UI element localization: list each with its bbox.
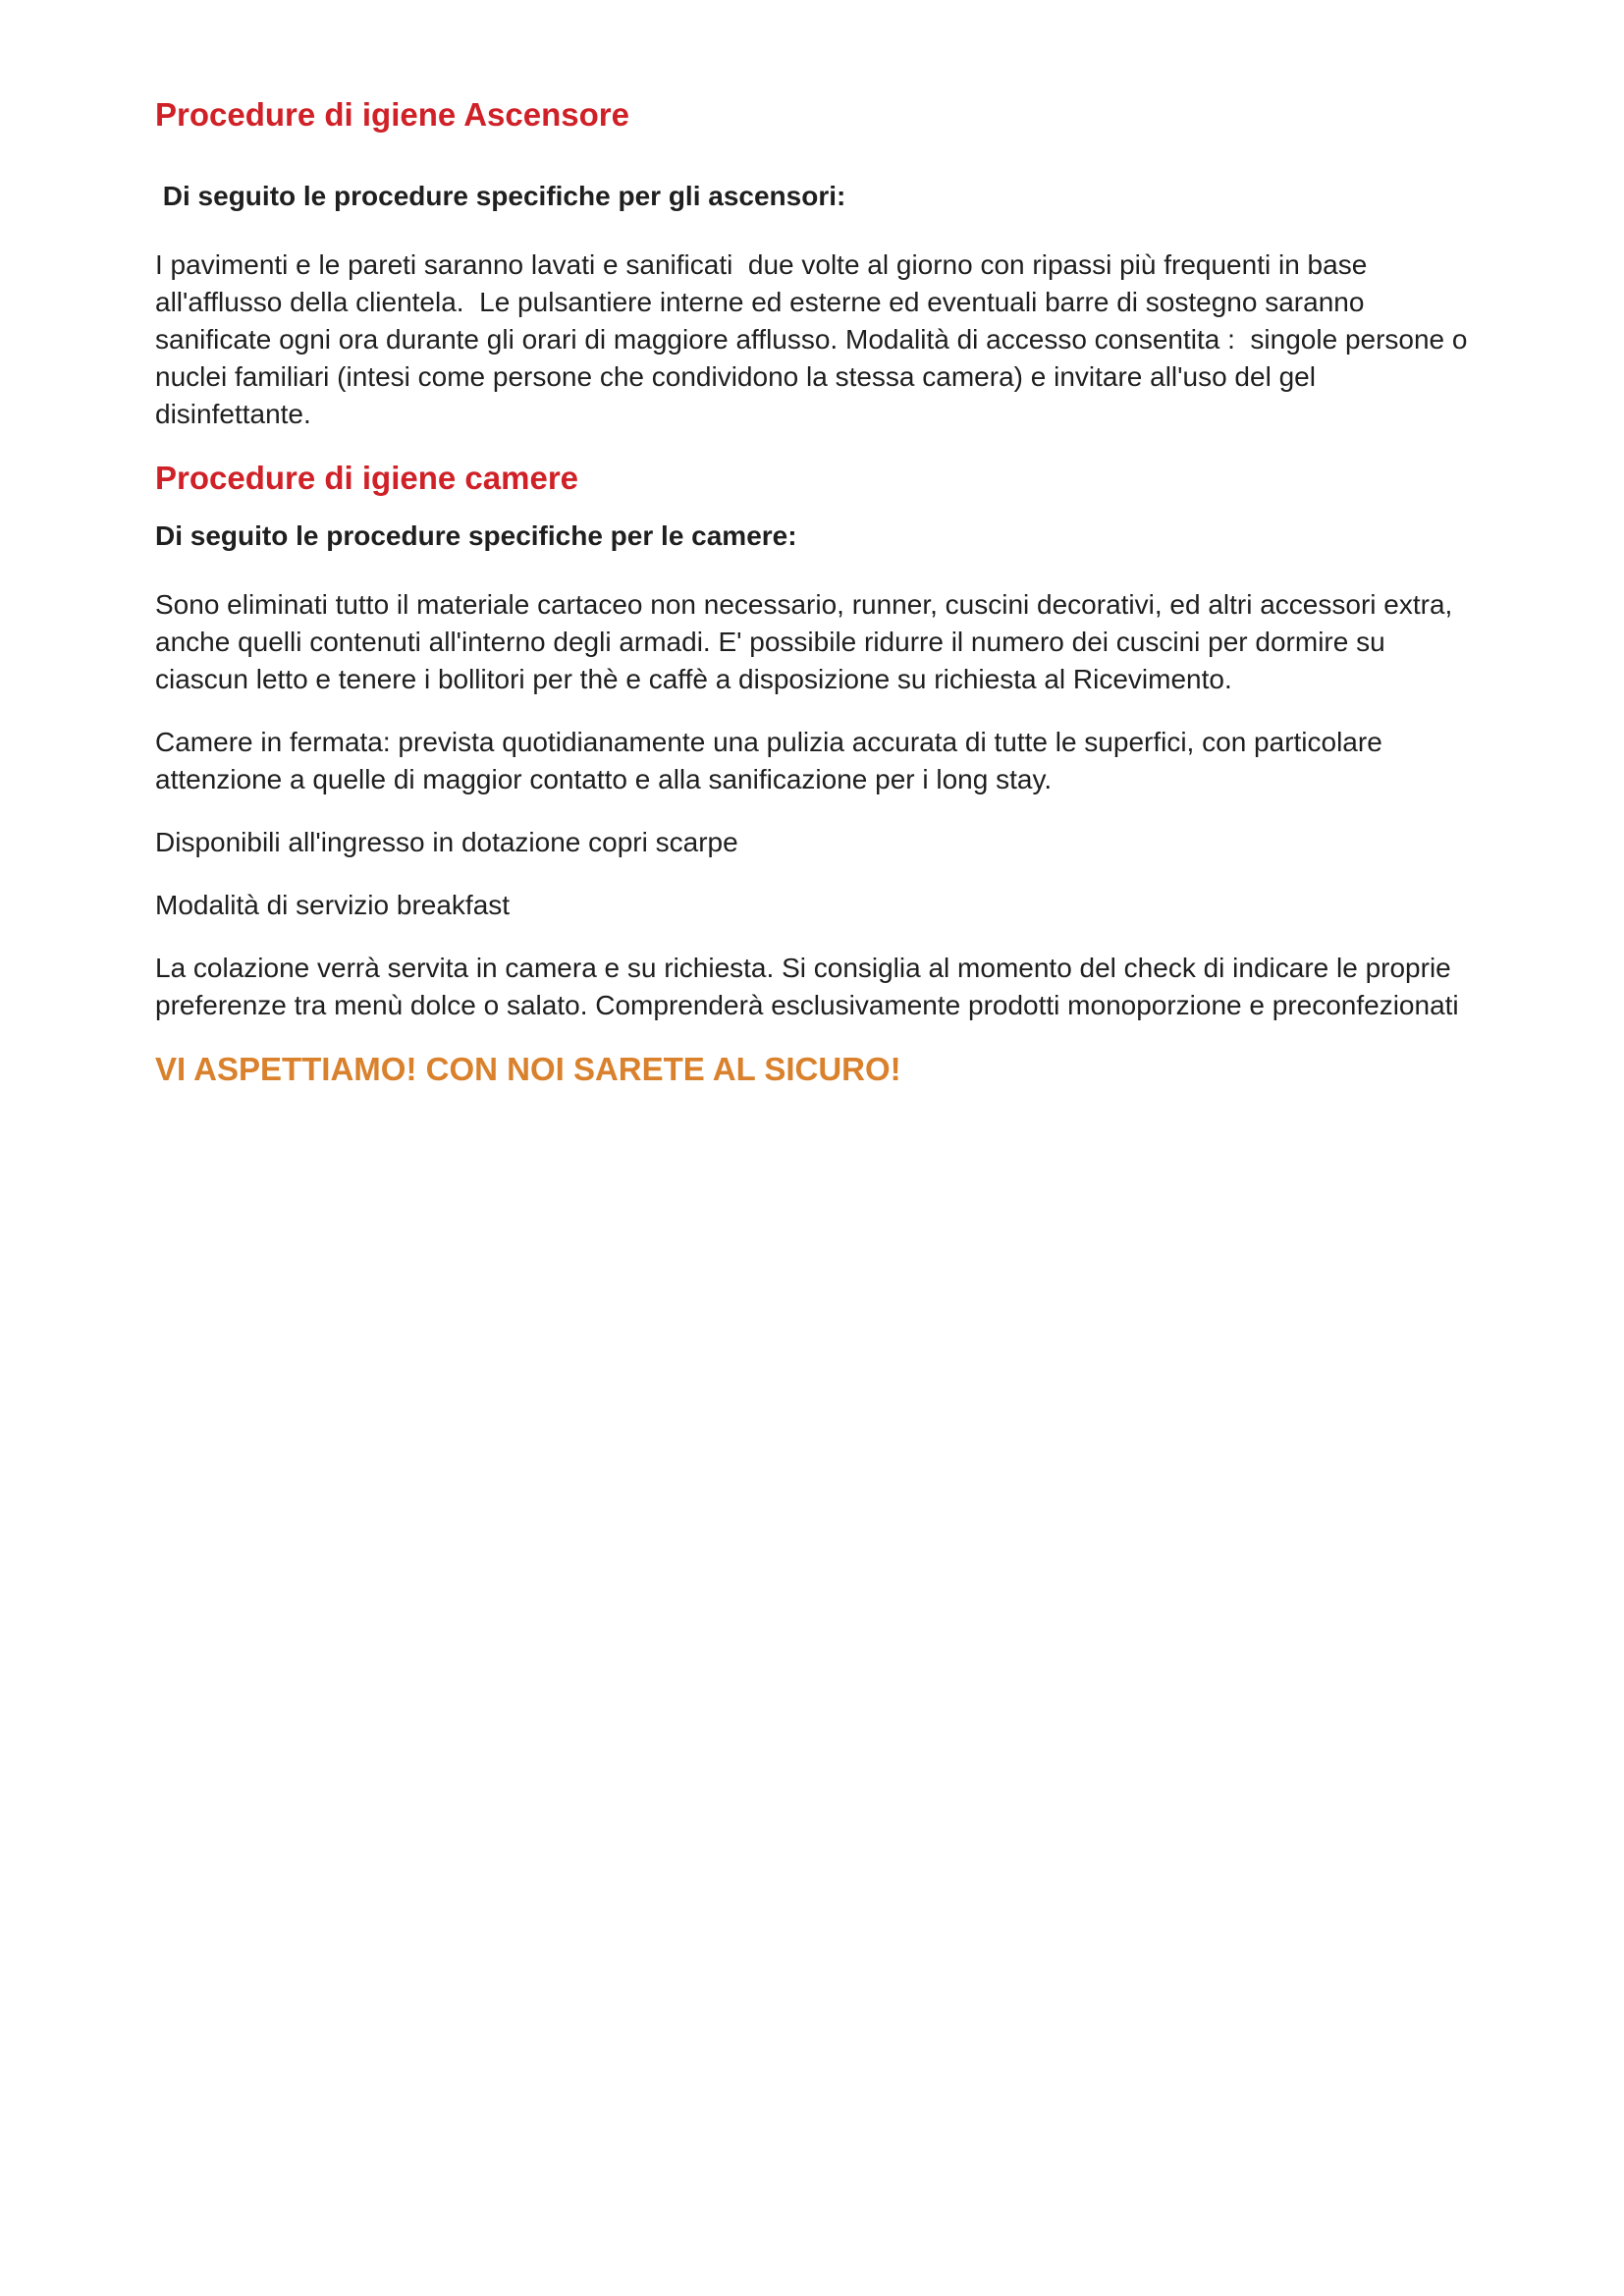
line-copri-scarpe: Disponibili all'ingresso in dotazione copri scarpe <box>155 827 738 857</box>
intro-line-ascensori: Di seguito le procedure specifiche per gli ascensori: <box>155 181 846 211</box>
paragraph-servizio-colazione: La colazione verrà servita in camera e su richiesta. Si consiglia al momento del check di indicare le proprie preferenze tra menù dolce o salato. Comprenderà esclusivamente prodotti monoporzione e preconfezionati <box>155 953 1459 1020</box>
paragraph-camere-in-fermata: Camere in fermata: prevista quotidianamente una pulizia accurata di tutte le superfici, con particolare attenzione a quelle di maggior contatto e alla sanificazione per i long stay. <box>155 727 1390 794</box>
paragraph-ascensori-procedure: I pavimenti e le pareti saranno lavati e sanificati due volte al giorno con ripassi più frequenti in base all'afflusso della clientela. Le pulsantiere interne ed esterne ed eventuali barre di sostegno saranno sanificate ogni ora durante gli orari di maggiore afflusso. Modalità di accesso consentita : singole persone o nuclei familiari (intesi come persone che condividono la stessa camera) e invitare all'uso del gel disinfettante. <box>155 249 1476 429</box>
section-heading-ascensore: Procedure di igiene Ascensore <box>155 96 629 133</box>
paragraph-camere-rimozioni: Sono eliminati tutto il materiale cartaceo non necessario, runner, cuscini decorativi, ed altri accessori extra, anche quelli contenuti all'interno degli armadi. E' possibile ridurre il numero dei cuscini per dormire su ciascun letto e tenere i bollitori per thè e caffè a disposizione su richiesta al Ricevimento. <box>155 589 1461 694</box>
line-modalita-breakfast: Modalità di servizio breakfast <box>155 890 511 920</box>
closing-banner: VI ASPETTIAMO! CON NOI SARETE AL SICURO! <box>155 1051 901 1087</box>
intro-line-camere: Di seguito le procedure specifiche per le camere: <box>155 520 797 551</box>
document-content <box>0 0 1624 1089</box>
section-heading-camere: Procedure di igiene camere <box>155 460 579 496</box>
